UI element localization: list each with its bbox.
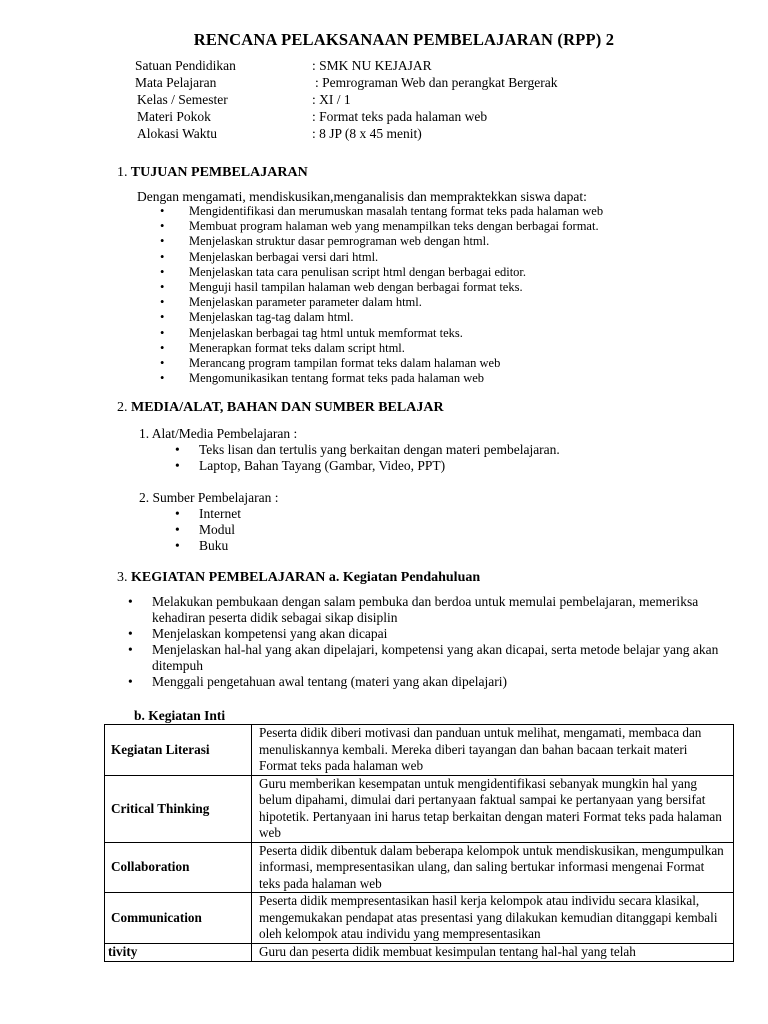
bullet-icon: • xyxy=(160,310,165,325)
table-cell-text: Peserta didik diberi motivasi dan panduan untuk melihat, mengamati, membaca dan menuliskannya kembali. Mereka diberi tayangan dan bahan bacaan terkait materi Format teks pada halaman web xyxy=(252,725,734,776)
bullet-icon: • xyxy=(160,295,165,310)
table-row xyxy=(105,943,734,961)
list-item xyxy=(128,674,738,690)
list-item-text: Melakukan pembukaan dengan salam pembuka dan berdoa untuk memulai pembelajaran, memeriksa kehadiran peserta didik sebagai sikap disiplin xyxy=(152,594,699,625)
table-cell-label: Kegiatan Literasi xyxy=(105,725,252,776)
table-cell-label: Collaboration xyxy=(105,842,252,893)
table-cell-text: Peserta didik dibentuk dalam beberapa kelompok untuk mendiskusikan, mengumpulkan informasi, mempresentasikan ulang, dan saling bertukar informasi mengenai Format teks pada halaman web xyxy=(252,842,734,893)
bullet-icon: • xyxy=(175,506,180,521)
sumber-title: 2. Sumber Pembelajaran : xyxy=(139,490,279,505)
meta-value: : 8 JP (8 x 45 menit) xyxy=(312,126,422,141)
section-number: 3. xyxy=(117,570,128,585)
bullet-icon: • xyxy=(175,442,180,457)
bullet-icon: • xyxy=(160,325,165,340)
list-item-text: Mengidentifikasi dan merumuskan masalah tentang format teks pada halaman web xyxy=(189,204,604,218)
pendahuluan-list xyxy=(128,594,738,690)
table-cell-label: tivity xyxy=(105,943,252,961)
bullet-icon: • xyxy=(175,538,180,553)
list-item-text: Buku xyxy=(199,538,229,553)
section-title: MEDIA/ALAT, BAHAN DAN SUMBER BELAJAR xyxy=(131,400,444,415)
list-item-text: Menjelaskan tag-tag dalam html. xyxy=(189,310,354,325)
bullet-icon: • xyxy=(128,674,133,689)
kegiatan-inti-table xyxy=(104,724,734,962)
list-item-text: Menjelaskan berbagai versi dari html. xyxy=(189,249,379,264)
meta-key: Kelas / Semester xyxy=(137,92,228,107)
list-item-text: Menjelaskan kompetensi yang akan dicapai xyxy=(152,626,388,641)
section-heading-tujuan xyxy=(117,165,308,181)
list-item xyxy=(128,642,738,674)
section-title: KEGIATAN PEMBELAJARAN a. Kegiatan Pendahuluan xyxy=(131,570,481,585)
list-item-text: Modul xyxy=(199,522,236,537)
list-item-text: Menjelaskan parameter parameter dalam html. xyxy=(189,295,422,310)
document-title: RENCANA PELAKSANAAN PEMBELAJARAN (RPP) 2 xyxy=(193,30,615,49)
meta-key: Alokasi Waktu xyxy=(137,126,218,141)
meta-value: : SMK NU KEJAJAR xyxy=(312,58,432,73)
list-item xyxy=(128,626,738,642)
list-item-text: Menggali pengetahuan awal tentang (materi yang akan dipelajari) xyxy=(152,674,507,689)
list-item-text: Menguji hasil tampilan halaman web dengan berbagai format teks. xyxy=(189,279,523,294)
section-title: TUJUAN PEMBELAJARAN xyxy=(130,165,308,180)
section-heading-kegiatan xyxy=(117,570,480,586)
table-row xyxy=(105,725,734,776)
list-item-text: Laptop, Bahan Tayang (Gambar, Video, PPT) xyxy=(199,458,446,473)
bullet-icon: • xyxy=(128,626,133,641)
table-cell-text: Guru memberikan kesempatan untuk mengidentifikasi sebanyak mungkin hal yang belum dipahami, dimulai dari pertanyaan faktual sampai ke pertanyaan yang bersifat hipotetik. Pertanyaan ini harus tetap berkaitan dengan materi Format teks pada halaman web xyxy=(252,775,734,842)
table-row xyxy=(105,775,734,842)
table-row xyxy=(105,842,734,893)
list-item-text: Teks lisan dan tertulis yang berkaitan dengan materi pembelajaran. xyxy=(199,442,560,457)
bullet-icon: • xyxy=(160,355,165,370)
kegiatan-inti-heading: b. Kegiatan Inti xyxy=(134,708,226,723)
list-item-text: Menjelaskan berbagai tag html untuk memformat teks. xyxy=(189,325,463,340)
alat-title: 1. Alat/Media Pembelajaran : xyxy=(139,426,298,441)
bullet-icon: • xyxy=(160,340,165,355)
bullet-icon: • xyxy=(128,642,133,657)
bullet-icon: • xyxy=(128,594,133,609)
table-cell-label: Critical Thinking xyxy=(105,775,252,842)
list-item-text: Menjelaskan struktur dasar pemrograman web dengan html. xyxy=(189,234,490,249)
meta-key: Materi Pokok xyxy=(137,109,211,124)
list-item-text: Membuat program halaman web yang menampilkan teks dengan berbagai format. xyxy=(189,219,599,234)
meta-key: Satuan Pendidikan xyxy=(135,58,236,73)
section-number: 2. xyxy=(117,400,128,415)
bullet-icon: • xyxy=(160,219,165,234)
bullet-icon: • xyxy=(160,371,165,386)
section-heading-media xyxy=(117,400,444,416)
table-cell-text: Guru dan peserta didik membuat kesimpulan tentang hal-hal yang telah xyxy=(252,943,734,961)
bullet-icon: • xyxy=(160,204,165,218)
section-number: 1. xyxy=(117,165,128,180)
bullet-icon: • xyxy=(175,458,180,473)
list-item-text: Merancang program tampilan format teks dalam halaman web xyxy=(189,355,501,370)
meta-value: : Format teks pada halaman web xyxy=(312,109,488,124)
tujuan-intro: Dengan mengamati, mendiskusikan,menganalisis dan mempraktekkan siswa dapat: xyxy=(137,189,587,204)
list-item xyxy=(128,594,738,626)
list-item-text: Internet xyxy=(199,506,241,521)
bullet-icon: • xyxy=(160,264,165,279)
table-cell-text: Peserta didik mempresentasikan hasil kerja kelompok atau individu secara klasikal, mengemukakan pendapat atas presentasi yang dilakukan kemudian ditanggapi kembali oleh kelompok atau individu yang mempresentasikan xyxy=(252,893,734,944)
list-item-text: Menjelaskan hal-hal yang akan dipelajari, kompetensi yang akan dicapai, serta metode belajar yang akan ditempuh xyxy=(152,642,719,673)
bullet-icon: • xyxy=(160,234,165,249)
table-row xyxy=(105,893,734,944)
list-item-text: Menerapkan format teks dalam script html. xyxy=(189,340,405,355)
bullet-icon: • xyxy=(160,249,165,264)
meta-key: Mata Pelajaran xyxy=(135,75,217,90)
bullet-icon: • xyxy=(160,279,165,294)
table-cell-label: Communication xyxy=(105,893,252,944)
meta-value: : XI / 1 xyxy=(312,92,351,107)
list-item-text: Menjelaskan tata cara penulisan script html dengan berbagai editor. xyxy=(189,264,527,279)
meta-value: : Pemrograman Web dan perangkat Bergerak xyxy=(315,75,558,90)
bullet-icon: • xyxy=(175,522,180,537)
list-item-text: Mengomunikasikan tentang format teks pada halaman web xyxy=(189,371,485,386)
